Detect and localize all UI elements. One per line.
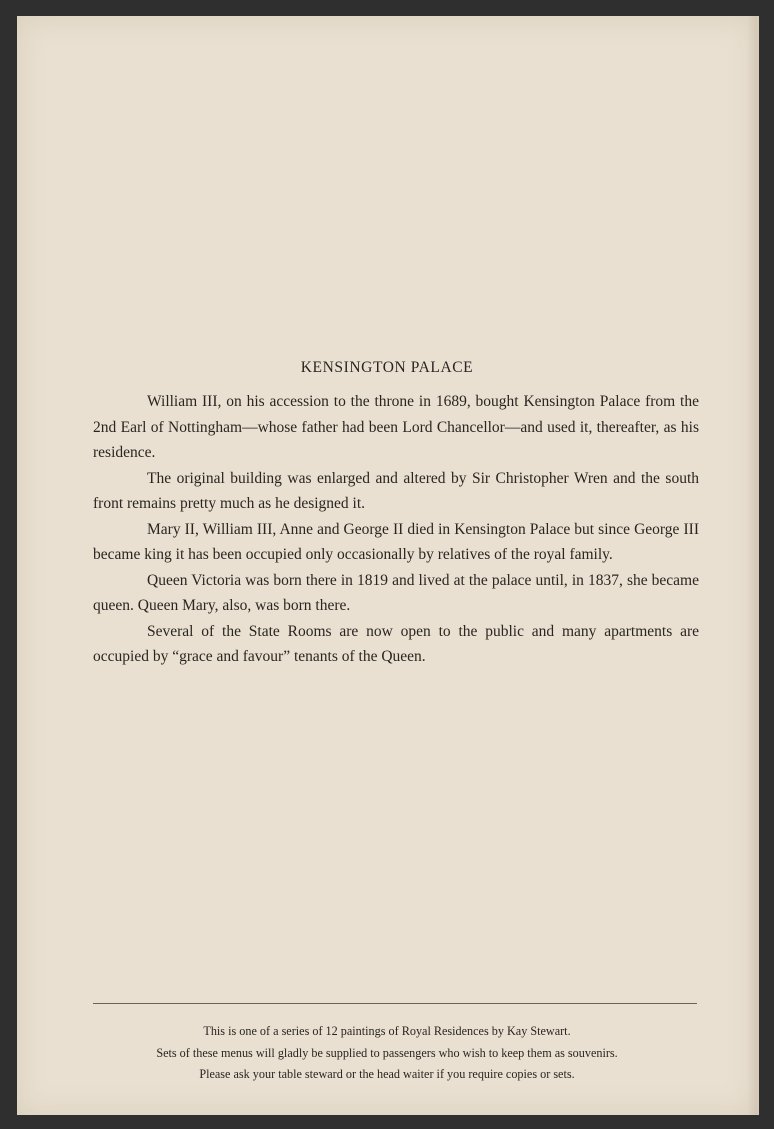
paragraph-2: The original building was enlarged and altered by Sir Christopher Wren and the south front remains pretty much as he designed it. — [93, 469, 699, 512]
paragraph-4: Queen Victoria was born there in 1819 and lived at the palace until, in 1837, she became queen. Queen Mary, also, was born there. — [93, 571, 699, 614]
card-edge-shadow — [747, 16, 757, 1115]
footer-divider — [93, 1003, 697, 1004]
paragraph-5: Several of the State Rooms are now open to the public and many apartments are occupied by “grace and favour” tenants of the Queen. — [93, 622, 699, 665]
menu-card — [17, 16, 759, 1115]
page-title: KENSINGTON PALACE — [300, 359, 474, 376]
paragraph-1: William III, on his accession to the throne in 1689, bought Kensington Palace from the 2nd Earl of Nottingham—whose father had been Lord Chancellor—and used it, thereafter, as his residence. — [93, 393, 699, 461]
footer-note — [17, 1021, 757, 1086]
paragraph-3: Mary II, William III, Anne and George II died in Kensington Palace but since George III became king it has been occupied only occasionally by relatives of the royal family. — [93, 520, 699, 563]
footer-line-2: Sets of these menus will gladly be supplied to passengers who wish to keep them as souvenirs. — [156, 1045, 618, 1060]
body-text — [93, 389, 699, 670]
footer-line-1: This is one of a series of 12 paintings of Royal Residences by Kay Stewart. — [203, 1024, 571, 1038]
footer-line-3: Please ask your table steward or the head waiter if you require copies or sets. — [199, 1067, 575, 1081]
